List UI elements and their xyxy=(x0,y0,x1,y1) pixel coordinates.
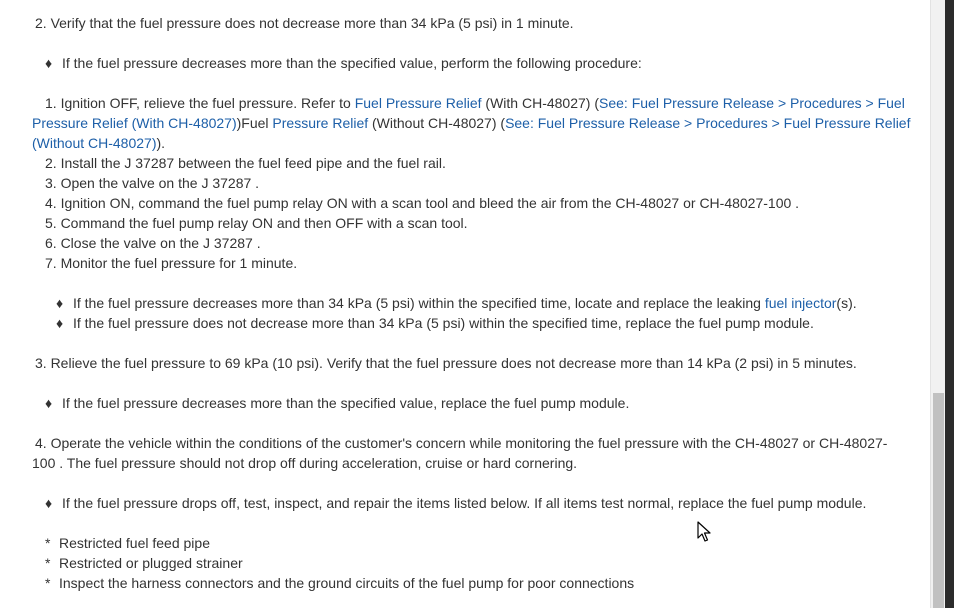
star-item-2-text: Restricted or plugged strainer xyxy=(59,555,243,571)
substep-5: 5. Command the fuel pump relay ON and then OFF with a scan tool. xyxy=(45,215,468,231)
pressure-relief-link[interactable]: Pressure Relief xyxy=(272,115,369,131)
asterisk-bullet-icon: * xyxy=(45,575,51,591)
substep-1-mid3: (Without CH-48027) ( xyxy=(368,115,506,131)
window-edge xyxy=(945,0,954,608)
step-3-bullet-text: If the fuel pressure decreases more than the specified value, replace the fuel pump module. xyxy=(62,395,630,411)
substep-3: 3. Open the valve on the J 37287 . xyxy=(45,175,260,191)
substep-1-line-3 xyxy=(32,133,165,153)
star-item-3 xyxy=(45,573,634,593)
diamond-bullet-icon: ♦ xyxy=(45,395,53,411)
substep-1-lead: 1. Ignition OFF, relieve the fuel pressure. Refer to xyxy=(45,95,355,111)
asterisk-bullet-icon: * xyxy=(45,555,51,571)
substep-bullet-1-post: (s). xyxy=(836,295,857,311)
step-2-bullet xyxy=(45,53,642,73)
mouse-cursor-icon xyxy=(697,521,711,543)
star-item-3-text: Inspect the harness connectors and the ground circuits of the fuel pump for poor connections xyxy=(59,575,635,591)
substep-1-line-2 xyxy=(32,113,910,133)
star-item-1-text: Restricted fuel feed pipe xyxy=(59,535,210,551)
substep-4: 4. Ignition ON, command the fuel pump relay ON with a scan tool and bleed the air from the CH-48027 or CH-48027-100 . xyxy=(45,195,800,211)
fuel-pressure-relief-link[interactable]: Fuel Pressure Relief xyxy=(354,95,482,111)
star-item-1 xyxy=(45,533,210,553)
star-item-2 xyxy=(45,553,243,573)
asterisk-bullet-icon: * xyxy=(45,535,51,551)
scrollbar-thumb[interactable] xyxy=(933,393,944,608)
substep-7: 7. Monitor the fuel pressure for 1 minute. xyxy=(45,255,298,271)
step-4-line-2: 100 . The fuel pressure should not drop off during acceleration, cruise or hard cornering. xyxy=(32,455,578,471)
see-fuel-pressure-release-link-without-part2[interactable]: (Without CH-48027) xyxy=(32,135,157,151)
substep-6: 6. Close the valve on the J 37287 . xyxy=(45,235,261,251)
substep-1-mid2: )Fuel xyxy=(236,115,273,131)
diamond-bullet-icon: ♦ xyxy=(56,295,64,311)
substep-bullet-1-pre: If the fuel pressure decreases more than 34 kPa (5 psi) within the specified time, locate and replace the leaking xyxy=(73,295,765,311)
see-fuel-pressure-release-link-without-part1[interactable]: See: Fuel Pressure Release > Procedures > Fuel Pressure Relief xyxy=(505,115,911,131)
diamond-bullet-icon: ♦ xyxy=(45,55,53,71)
see-fuel-pressure-release-link-with-part2[interactable]: Pressure Relief (With CH-48027) xyxy=(32,115,237,131)
step-4-bullet-text: If the fuel pressure drops off, test, inspect, and repair the items listed below. If all items test normal, replace the fuel pump module. xyxy=(62,495,867,511)
substep-bullet-2 xyxy=(56,313,814,333)
fuel-injector-link[interactable]: fuel injector xyxy=(764,295,837,311)
step-2-bullet-text: If the fuel pressure decreases more than the specified value, perform the following procedure: xyxy=(62,55,642,71)
step-4-line-1: 4. Operate the vehicle within the conditions of the customer's concern while monitoring the fuel pressure with the CH-48027 or CH-48027- xyxy=(35,435,888,451)
substep-1-tail: ). xyxy=(156,135,166,151)
step-3-bullet xyxy=(45,393,629,413)
see-fuel-pressure-release-link-with-part1[interactable]: See: Fuel Pressure Release > Procedures > Fuel xyxy=(599,95,905,111)
substep-1-line-1 xyxy=(45,93,905,113)
substep-bullet-1 xyxy=(56,293,857,313)
step-2-text: 2. Verify that the fuel pressure does not decrease more than 34 kPa (5 psi) in 1 minute. xyxy=(35,15,574,31)
step-3-text: 3. Relieve the fuel pressure to 69 kPa (10 psi). Verify that the fuel pressure does not decrease more than 14 kPa (2 psi) in 5 minutes. xyxy=(35,355,857,371)
diamond-bullet-icon: ♦ xyxy=(45,495,53,511)
vertical-scrollbar[interactable] xyxy=(930,0,945,608)
diamond-bullet-icon: ♦ xyxy=(56,315,64,331)
substep-bullet-2-text: If the fuel pressure does not decrease more than 34 kPa (5 psi) within the specified time, replace the fuel pump module. xyxy=(73,315,814,331)
step-4-bullet xyxy=(45,493,866,513)
substep-2: 2. Install the J 37287 between the fuel feed pipe and the fuel rail. xyxy=(45,155,446,171)
substep-1-mid1: (With CH-48027) ( xyxy=(481,95,599,111)
